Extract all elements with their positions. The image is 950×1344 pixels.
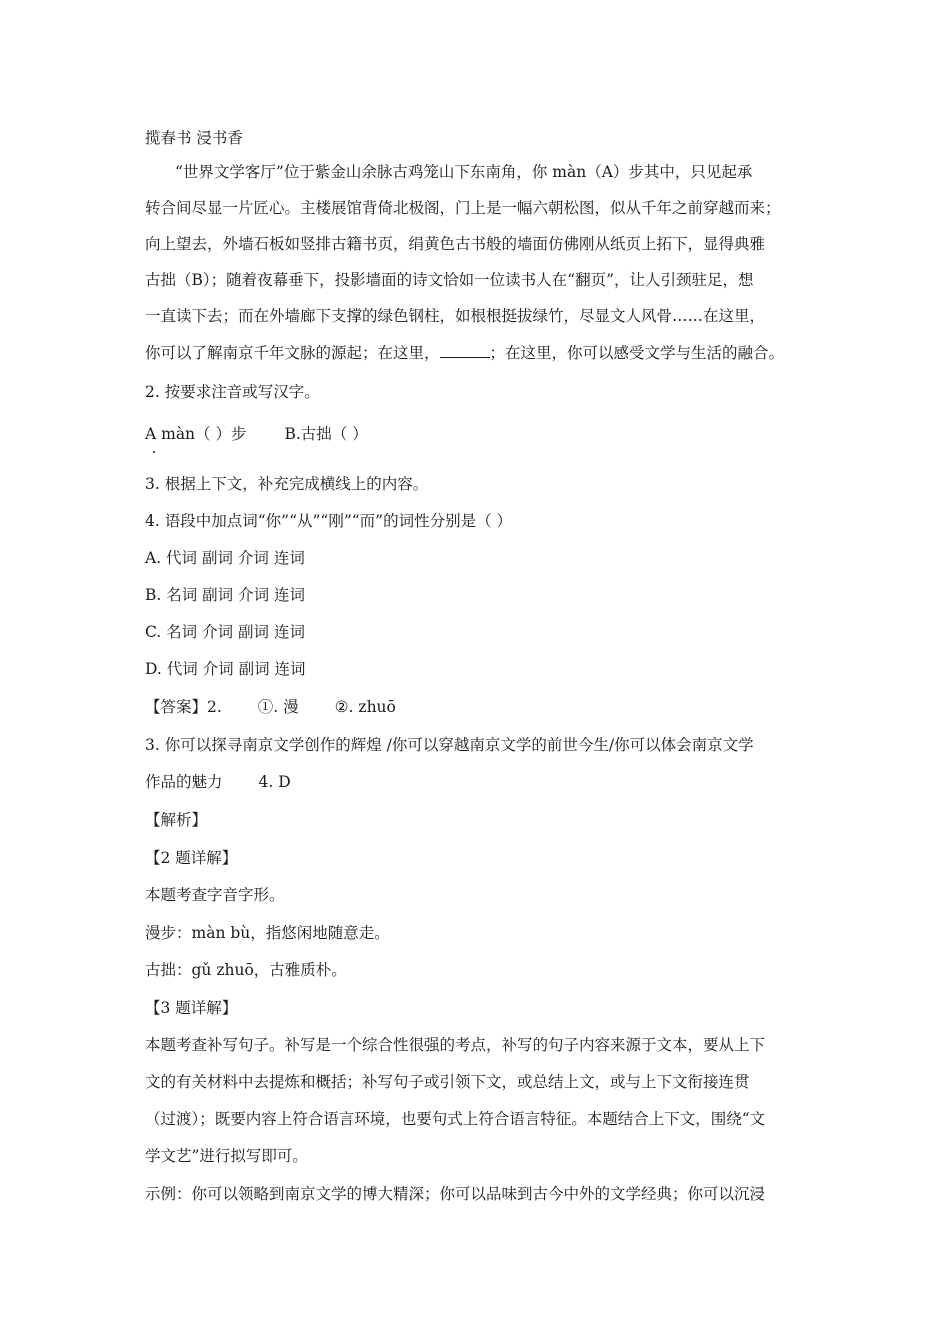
passage-line-part: 你可以了解南京千年文脉的源起；在这里， — [145, 344, 440, 362]
emphasis-dot — [153, 451, 155, 453]
analysis-line: 漫步：màn bù，指悠闲地随意走。 — [145, 924, 390, 942]
passage-line: “世界文学客厅”位于紫金山余脉古鸡笼山下东南角，你 màn（A）步其中，只见起承 — [175, 163, 753, 181]
analysis-line: （过渡）；既要内容上符合语言环境，也要句式上符合语言特征。本题结合上下文，围绕“文 — [145, 1110, 766, 1128]
question-2-item-b: B.古拙（ ） — [284, 425, 368, 443]
passage-line — [145, 343, 784, 363]
analysis-line: 文的有关材料中去提炼和概括；补写句子或引领下文，或总结上文，或与上下文衔接连贯 — [145, 1073, 750, 1091]
passage-line: 一直读下去；而在外墙廊下支撑的绿色钢柱，如根根挺拔绿竹，尽显文人风骨……在这里， — [145, 307, 766, 325]
option-c: C. 名词 介词 副词 连词 — [145, 623, 305, 641]
answer-text: 4. D — [258, 773, 291, 791]
answer-line — [145, 772, 291, 792]
question-2-items — [145, 424, 368, 444]
analysis-label: 【解析】 — [145, 811, 208, 829]
passage-line: 向上望去，外墙石板如竖排古籍书页，绢黄色古书般的墙面仿佛刚从纸页上拓下，显得典雅 — [145, 235, 766, 253]
answer-line — [145, 697, 396, 717]
answer-text: 作品的魅力 — [145, 773, 223, 791]
analysis-line: 本题考查补写句子。补写是一个综合性很强的考点，补写的句子内容来源于文本，要从上下 — [145, 1036, 766, 1054]
question-2-item-a: A màn（ ）步 — [145, 425, 247, 443]
option-b: B. 名词 副词 介词 连词 — [145, 586, 306, 604]
question-2: 2. 按要求注音或写汉字。 — [145, 383, 320, 401]
fill-blank-line — [440, 343, 490, 358]
passage-line: 转合间尽显一片匠心。主楼展馆背倚北极阁，门上是一幅六朝松图，似从千年之前穿越而来； — [145, 199, 781, 217]
analysis-line: 本题考查字音字形。 — [145, 886, 285, 904]
passage-title: 揽春书 浸书香 — [145, 129, 243, 147]
passage-line: 古拙（B）；随着夜幕垂下，投影墙面的诗文恰如一位读书人在“翻页”，让人引颈驻足，想 — [145, 271, 754, 289]
answer-item: ②. zhuō — [334, 698, 396, 716]
section-heading: 【2 题详解】 — [145, 849, 238, 867]
analysis-line: 学文艺”进行拟写即可。 — [145, 1147, 308, 1165]
question-4: 4. 语段中加点词“你”“从”“刚”“而”的词性分别是（ ） — [145, 512, 513, 530]
question-3: 3. 根据上下文，补充完成横线上的内容。 — [145, 475, 429, 493]
option-a: A. 代词 副词 介词 连词 — [145, 549, 305, 567]
answer-label: 【答案】2. — [145, 698, 222, 716]
analysis-line: 示例：你可以领略到南京文学的博大精深；你可以品味到古今中外的文学经典；你可以沉浸 — [145, 1185, 766, 1203]
passage-line-part: ；在这里，你可以感受文学与生活的融合。 — [489, 344, 785, 362]
answer-line: 3. 你可以探寻南京文学创作的辉煌 /你可以穿越南京文学的前世今生/你可以体会南京文学 — [145, 736, 754, 754]
analysis-line: 古拙：gǔ zhuō，古雅质朴。 — [145, 961, 347, 979]
answer-item: ①. 漫 — [257, 698, 299, 716]
section-heading: 【3 题详解】 — [145, 999, 238, 1017]
option-d: D. 代词 介词 副词 连词 — [145, 660, 306, 678]
